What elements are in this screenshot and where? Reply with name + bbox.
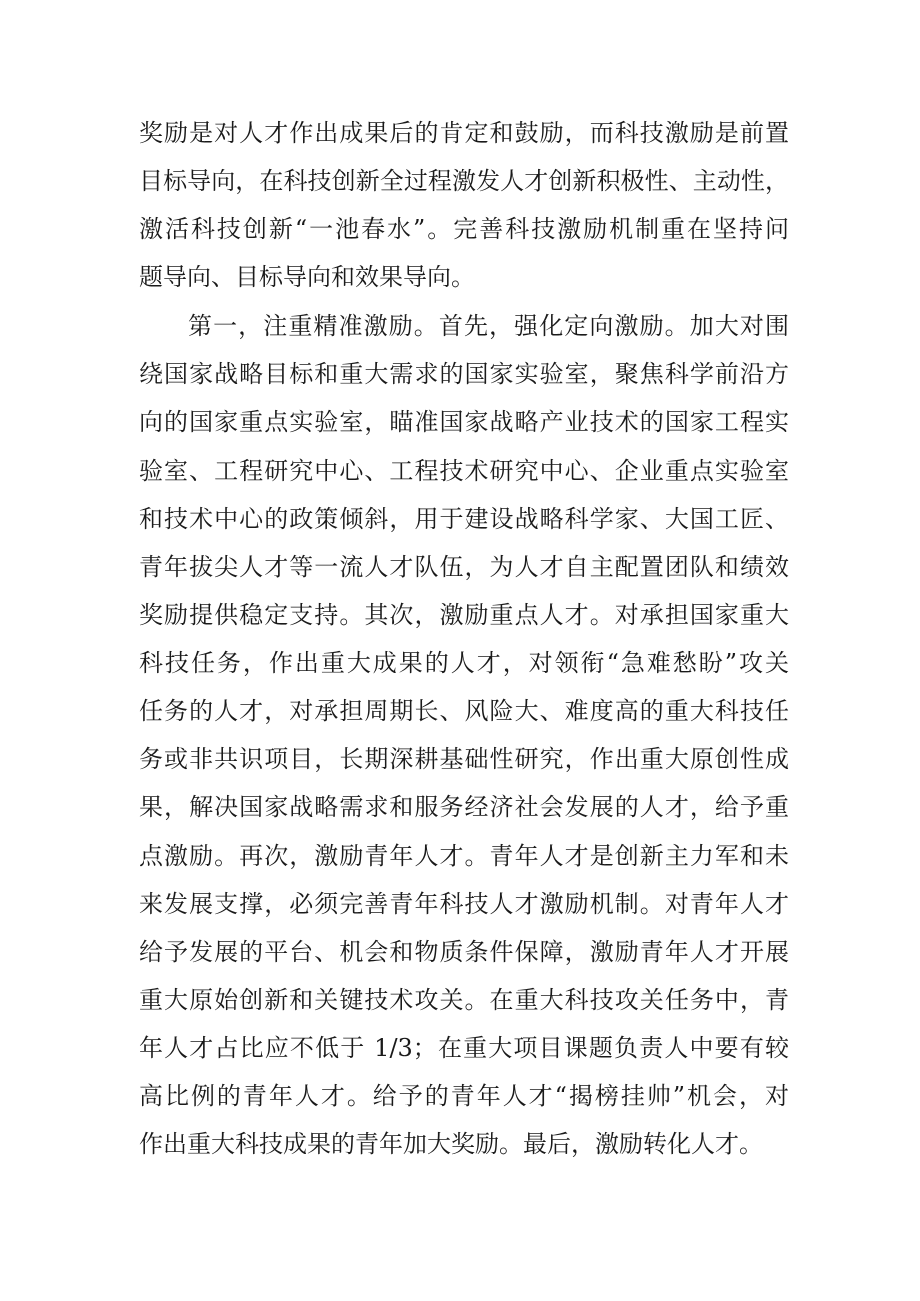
text-line: 第一，注重精准激励。首先，强化定向激励。加大对围 (188, 312, 789, 340)
text-line: 科技任务，作出重大成果的人才，对领衔“急难愁盼”攻关 (139, 649, 789, 677)
text-line: 重大原始创新和关键技术攻关。在重大科技攻关任务中，青 (139, 986, 789, 1014)
text-line: 激活科技创新“一池春水”。完善科技激励机制重在坚持问 (139, 215, 789, 243)
text-line: 给予发展的平台、机会和物质条件保障，激励青年人才开展 (139, 938, 789, 966)
text-line: 向的国家重点实验室，瞄准国家战略产业技术的国家工程实 (139, 408, 789, 436)
text-line: 奖励提供稳定支持。其次，激励重点人才。对承担国家重大 (139, 601, 789, 629)
text-line: 作出重大科技成果的青年加大奖励。最后，激励转化人才。 (139, 1130, 763, 1158)
text-line: 绕国家战略目标和重大需求的国家实验室，聚焦科学前沿方 (139, 360, 789, 388)
text-line: 点激励。再次，激励青年人才。青年人才是创新主力军和未 (139, 842, 789, 870)
text-line: 验室、工程研究中心、工程技术研究中心、企业重点实验室 (139, 457, 789, 485)
text-line: 奖励是对人才作出成果后的肯定和鼓励，而科技激励是前置 (139, 119, 789, 147)
text-line: 来发展支撑，必须完善青年科技人才激励机制。对青年人才 (139, 890, 789, 918)
text-line: 果，解决国家战略需求和服务经济社会发展的人才，给予重 (139, 793, 789, 821)
text-line: 高比例的青年人才。给予的青年人才“揭榜挂帅”机会，对 (139, 1082, 789, 1110)
text-line: 题导向、目标导向和效果导向。 (139, 263, 475, 291)
text-line: 务或非共识项目，长期深耕基础性研究，作出重大原创性成 (139, 745, 789, 773)
text-line: 任务的人才，对承担周期长、风险大、难度高的重大科技任 (139, 697, 789, 725)
text-line: 年人才占比应不低于 1/3；在重大项目课题负责人中要有较 (139, 1034, 789, 1062)
text-line: 和技术中心的政策倾斜，用于建设战略科学家、大国工匠、 (139, 505, 789, 533)
text-line: 青年拔尖人才等一流人才队伍，为人才自主配置团队和绩效 (139, 553, 789, 581)
text-line: 目标导向，在科技创新全过程激发人才创新积极性、主动性， (139, 167, 789, 195)
